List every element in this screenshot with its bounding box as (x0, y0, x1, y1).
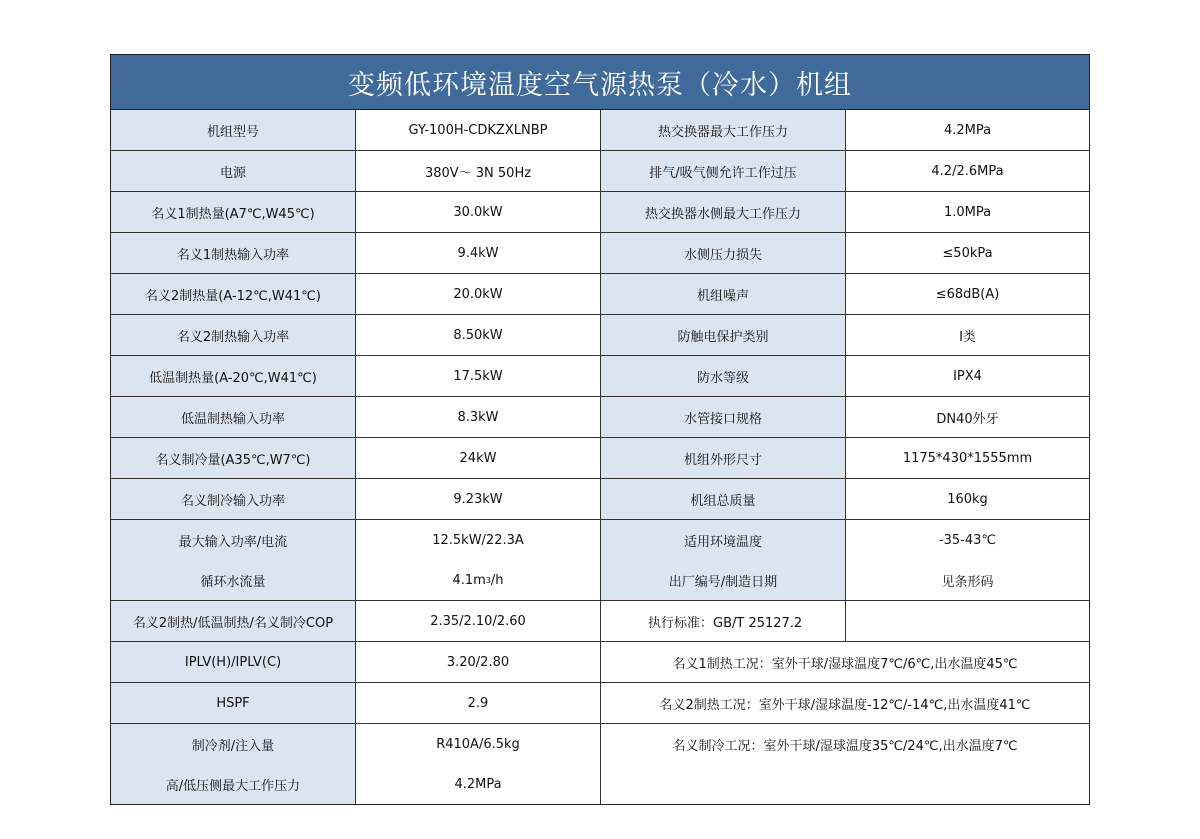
row-value: 4.2MPa (356, 764, 601, 804)
condition-note: 名义1制热工况：室外干球/湿球温度7℃/6℃,出水温度45℃ (672, 656, 1018, 672)
row-value: 4.2MPa (943, 122, 992, 138)
sheet-title: 变频低环境温度空气源热泵（冷水）机组 (111, 55, 1089, 110)
row-label: 防触电保护类别 (601, 315, 846, 355)
condition-note: 名义2制热工况：室外干球/湿球温度-12℃/-14℃,出水温度41℃ (659, 697, 1031, 713)
table-row (111, 642, 1089, 683)
row-value: -35-43℃ (938, 532, 997, 548)
flow-unit-tail: /h (490, 572, 504, 588)
row-label: 低温制热输入功率 (111, 397, 356, 437)
condition-note (601, 764, 1089, 804)
flow-unit-superscript: 3 (485, 575, 491, 585)
table-row (111, 192, 1089, 233)
table-row (111, 315, 1089, 356)
row-label: 热交换器水侧最大工作压力 (601, 192, 846, 232)
row-label: 排气/吸气侧允许工作过压 (601, 151, 846, 191)
row-value: 9.4kW (356, 233, 601, 273)
row-label: 名义2制热/低温制热/名义制冷COP (111, 601, 356, 641)
row-label: 防水等级 (601, 356, 846, 396)
row-value: 380V～ 3N 50Hz (356, 151, 601, 191)
row-label: 机组型号 (111, 110, 356, 150)
condition-note: 名义制冷工况：室外干球/湿球温度35℃/24℃,出水温度7℃ (672, 738, 1018, 754)
row-label: 名义2制热输入功率 (111, 315, 356, 355)
row-label: 名义1制热输入功率 (111, 233, 356, 273)
table-row (111, 520, 1089, 560)
row-value: GY-100H-CDKZXLNBP (356, 110, 601, 150)
row-value: 12.5kW/22.3A (356, 520, 601, 560)
row-value: 24kW (356, 438, 601, 478)
table-row (111, 560, 1089, 601)
row-value: 9.23kW (356, 479, 601, 519)
row-label: 机组总质量 (601, 479, 846, 519)
row-value: 见条形码 (941, 574, 994, 590)
table-row (111, 397, 1089, 438)
table-row (111, 274, 1089, 315)
standard-label: 执行标准：GB/T 25127.2 (601, 601, 846, 641)
row-label: 名义制冷量(A35℃,W7℃) (111, 438, 356, 478)
row-label: 名义制冷输入功率 (111, 479, 356, 519)
row-label: 出厂编号/制造日期 (601, 560, 846, 600)
row-label: IPLV(H)/IPLV(C) (111, 642, 356, 682)
row-label: 高/低压侧最大工作压力 (111, 764, 356, 804)
row-label: 最大输入功率/电流 (111, 520, 356, 560)
table-row (111, 764, 1089, 804)
row-value: 2.9 (356, 683, 601, 723)
row-label: 名义2制热量(A-12℃,W41℃) (111, 274, 356, 314)
row-value: 160kg (947, 491, 988, 507)
row-value: 30.0kW (356, 192, 601, 232)
row-label: 机组外形尺寸 (601, 438, 846, 478)
table-row (111, 601, 1089, 642)
row-value: R410A/6.5kg (356, 724, 601, 764)
table-row (111, 356, 1089, 397)
row-value: IPX4 (953, 368, 982, 384)
table-row (111, 438, 1089, 479)
table-row (111, 479, 1089, 520)
row-value: ≤50kPa (942, 245, 993, 261)
table-row (111, 233, 1089, 274)
table-row (111, 683, 1089, 724)
row-label: 热交换器最大工作压力 (601, 110, 846, 150)
row-label: 机组噪声 (601, 274, 846, 314)
row-label: 制冷剂/注入量 (111, 724, 356, 764)
table-row (111, 110, 1089, 151)
row-label: 低温制热量(A-20℃,W41℃) (111, 356, 356, 396)
row-value: 8.3kW (356, 397, 601, 437)
flow-value: 4.1m (452, 572, 486, 588)
row-label: 循环水流量 (111, 560, 356, 600)
row-label: 水侧压力损失 (601, 233, 846, 273)
row-value: 1175*430*1555mm (902, 450, 1033, 466)
row-value (846, 601, 1089, 641)
row-value: 4.2/2.6MPa (931, 163, 1004, 179)
row-value: ≤68dB(A) (935, 286, 1000, 302)
row-value: DN40外牙 (936, 411, 999, 427)
row-label: 名义1制热量(A7℃,W45℃) (111, 192, 356, 232)
row-label: 适用环境温度 (601, 520, 846, 560)
table-row (111, 151, 1089, 192)
row-value: 8.50kW (356, 315, 601, 355)
row-label: 电源 (111, 151, 356, 191)
row-value: 1.0MPa (943, 204, 992, 220)
row-label: HSPF (111, 683, 356, 723)
row-value (356, 560, 601, 600)
row-label: 水管接口规格 (601, 397, 846, 437)
row-value: I类 (959, 329, 976, 345)
table-row (111, 724, 1089, 764)
row-value: 20.0kW (356, 274, 601, 314)
row-value: 2.35/2.10/2.60 (356, 601, 601, 641)
row-value: 17.5kW (356, 356, 601, 396)
row-value: 3.20/2.80 (356, 642, 601, 682)
spec-sheet (110, 54, 1090, 805)
